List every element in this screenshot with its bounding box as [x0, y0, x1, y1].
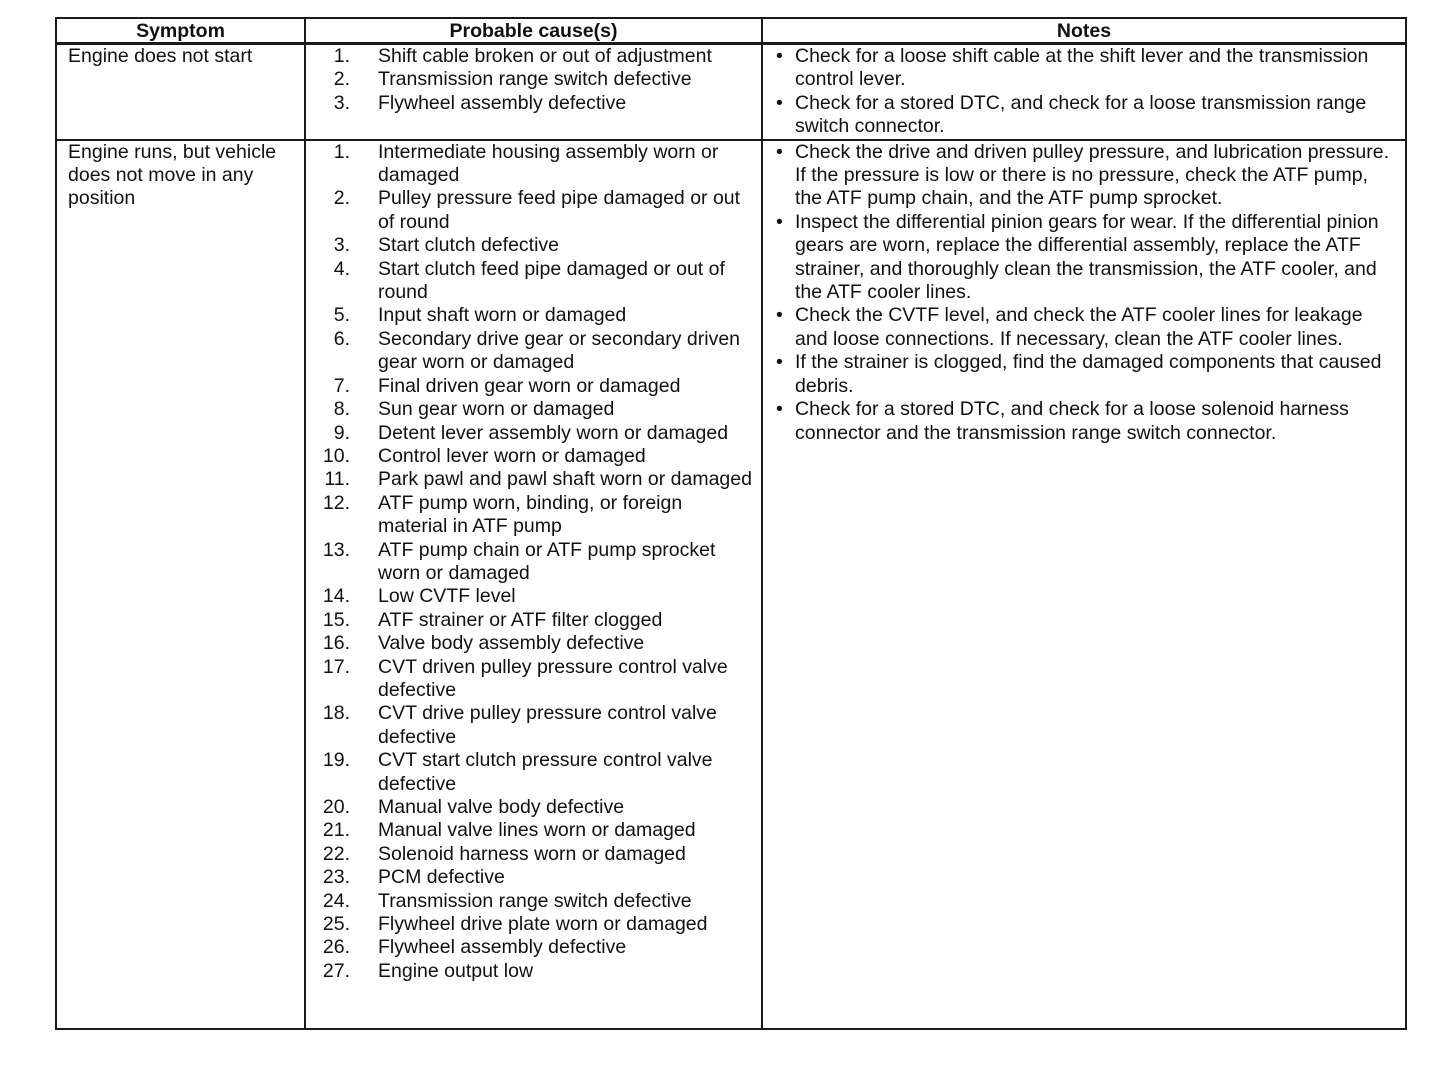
notes-list	[773, 141, 1397, 445]
note-text: Check the CVTF level, and check the ATF cooler lines for leakage and loose connections. If necessary, clean the ATF cooler lines.	[795, 304, 1363, 350]
cause-item	[306, 819, 761, 842]
cause-item	[306, 234, 761, 257]
cause-text: ATF pump worn, binding, or foreign material in ATF pump	[378, 491, 683, 538]
header-row	[56, 18, 1406, 44]
cause-item	[306, 936, 761, 959]
cause-text: CVT driven pulley pressure control valve defective	[378, 655, 728, 701]
cause-number: 1.	[333, 45, 350, 67]
cause-number: 14.	[322, 585, 350, 608]
cause-number: 1.	[333, 140, 350, 163]
bullet-icon: •	[776, 140, 783, 163]
cause-item	[306, 304, 761, 327]
cause-number: 7.	[333, 374, 350, 397]
cause-number: 24.	[322, 889, 350, 912]
cause-number: 23.	[322, 866, 350, 889]
cause-text: PCM defective	[378, 866, 505, 889]
troubleshooting-table	[55, 17, 1407, 1030]
cause-item	[306, 749, 761, 796]
cause-text: Final driven gear worn or damaged	[378, 374, 681, 397]
cause-item	[306, 539, 761, 586]
notes-cell	[762, 44, 1406, 140]
cause-number: 27.	[322, 959, 350, 982]
cause-item	[306, 187, 761, 234]
header-probable-causes: Probable cause(s)	[305, 18, 762, 44]
table-row	[56, 44, 1406, 140]
cause-text: Pulley pressure feed pipe damaged or out of round	[378, 187, 741, 233]
bullet-icon: •	[776, 351, 783, 374]
cause-text: Flywheel assembly defective	[378, 936, 627, 959]
cause-item	[306, 866, 761, 889]
cause-text: ATF pump chain or ATF pump sprocket worn or damaged	[378, 538, 716, 584]
cause-text: Engine output low	[378, 959, 534, 982]
cause-item	[306, 796, 761, 819]
cause-text: Low CVTF level	[378, 585, 516, 608]
cause-number: 25.	[322, 913, 350, 936]
note-item	[773, 45, 1397, 92]
header-notes: Notes	[762, 18, 1406, 44]
cause-number: 2.	[333, 187, 350, 210]
cause-item	[306, 422, 761, 445]
cause-number: 6.	[333, 327, 350, 350]
symptom-cell: Engine does not start	[56, 44, 305, 140]
cause-item	[306, 141, 761, 188]
cause-text: Flywheel assembly defective	[378, 91, 627, 114]
cause-text: ATF strainer or ATF filter clogged	[378, 608, 663, 631]
causes-cell	[305, 140, 762, 1029]
cause-item	[306, 960, 761, 983]
bullet-icon: •	[776, 398, 783, 421]
cause-text: Start clutch defective	[378, 234, 560, 257]
header-symptom: Symptom	[56, 18, 305, 44]
note-text: Check for a loose shift cable at the shift lever and the transmission control lever.	[795, 45, 1369, 91]
cause-number: 11.	[324, 468, 350, 491]
cause-text: Park pawl and pawl shaft worn or damaged	[378, 468, 752, 491]
cause-text: Flywheel drive plate worn or damaged	[378, 913, 708, 936]
cause-item	[306, 68, 761, 91]
cause-number: 8.	[333, 398, 350, 421]
cause-text: Control lever worn or damaged	[378, 444, 646, 467]
cause-text: Detent lever assembly worn or damaged	[378, 421, 729, 444]
cause-text: CVT drive pulley pressure control valve defective	[378, 702, 717, 748]
notes-cell	[762, 140, 1406, 1029]
note-item	[773, 92, 1397, 139]
notes-list	[773, 45, 1397, 139]
cause-text: Manual valve lines worn or damaged	[378, 819, 696, 842]
cause-item	[306, 375, 761, 398]
note-text: Inspect the differential pinion gears for wear. If the differential pinion gears are worn, replace the differential assembly, replace the ATF strainer, and thoroughly clean the transmission, the ATF cooler, and the ATF cooler lines.	[795, 210, 1379, 304]
cause-number: 19.	[322, 749, 350, 772]
cause-item	[306, 45, 761, 68]
note-item	[773, 398, 1397, 445]
cause-number: 16.	[322, 632, 350, 655]
cause-text: Start clutch feed pipe damaged or out of round	[378, 257, 725, 304]
cause-number: 17.	[322, 655, 350, 678]
cause-item	[306, 398, 761, 421]
bullet-icon: •	[776, 45, 783, 67]
table-body	[56, 44, 1406, 1029]
cause-number: 9.	[333, 421, 350, 444]
cause-number: 3.	[333, 234, 350, 257]
cause-number: 15.	[322, 608, 350, 631]
cause-item	[306, 468, 761, 491]
symptom-cell: Engine runs, but vehicle does not move in any position	[56, 140, 305, 1029]
cause-number: 12.	[322, 491, 350, 514]
note-text: Check the drive and driven pulley pressure, and lubrication pressure. If the pressure is low or there is no pressure, check the ATF pump, the ATF pump chain, and the ATF pump sprocket.	[795, 140, 1389, 210]
cause-number: 3.	[333, 91, 350, 114]
cause-item	[306, 913, 761, 936]
cause-text: Secondary drive gear or secondary driven gear worn or damaged	[378, 327, 741, 374]
cause-number: 22.	[322, 842, 350, 865]
note-item	[773, 141, 1397, 211]
cause-number: 20.	[322, 796, 350, 818]
note-item	[773, 211, 1397, 305]
cause-number: 18.	[322, 702, 350, 725]
note-item	[773, 304, 1397, 351]
cause-item	[306, 445, 761, 468]
bullet-icon: •	[776, 91, 783, 114]
cause-item	[306, 92, 761, 115]
cause-item	[306, 843, 761, 866]
cause-number: 26.	[322, 936, 350, 959]
table-row	[56, 140, 1406, 1029]
cause-number: 21.	[322, 819, 350, 842]
note-text: Check for a stored DTC, and check for a loose transmission range switch connector.	[795, 91, 1367, 138]
cause-text: Shift cable broken or out of adjustment	[378, 45, 712, 67]
cause-item	[306, 585, 761, 608]
cause-text: Transmission range switch defective	[378, 68, 692, 91]
note-item	[773, 351, 1397, 398]
bullet-icon: •	[776, 304, 783, 327]
cause-item	[306, 632, 761, 655]
cause-text: Transmission range switch defective	[378, 889, 692, 912]
cause-item	[306, 609, 761, 632]
cause-number: 13.	[322, 538, 350, 561]
cause-text: Input shaft worn or damaged	[378, 304, 627, 327]
cause-list	[306, 141, 761, 984]
cause-text: CVT start clutch pressure control valve defective	[378, 749, 713, 795]
cause-item	[306, 890, 761, 913]
cause-item	[306, 702, 761, 749]
note-text: Check for a stored DTC, and check for a loose solenoid harness connector and the transmission range switch connector.	[795, 398, 1349, 444]
cause-item	[306, 328, 761, 375]
cause-text: Manual valve body defective	[378, 796, 625, 818]
cause-number: 5.	[333, 304, 350, 327]
bullet-icon: •	[776, 210, 783, 233]
cause-text: Valve body assembly defective	[378, 632, 645, 655]
cause-item	[306, 656, 761, 703]
note-text: If the strainer is clogged, find the damaged components that caused debris.	[795, 351, 1382, 397]
cause-number: 10.	[322, 444, 350, 467]
cause-number: 4.	[333, 257, 350, 280]
causes-cell	[305, 44, 762, 140]
cause-number: 2.	[333, 68, 350, 91]
cause-text: Sun gear worn or damaged	[378, 398, 615, 421]
cause-list	[306, 45, 761, 115]
cause-text: Solenoid harness worn or damaged	[378, 842, 686, 865]
cause-text: Intermediate housing assembly worn or damaged	[378, 140, 719, 187]
cause-item	[306, 258, 761, 305]
cause-item	[306, 492, 761, 539]
